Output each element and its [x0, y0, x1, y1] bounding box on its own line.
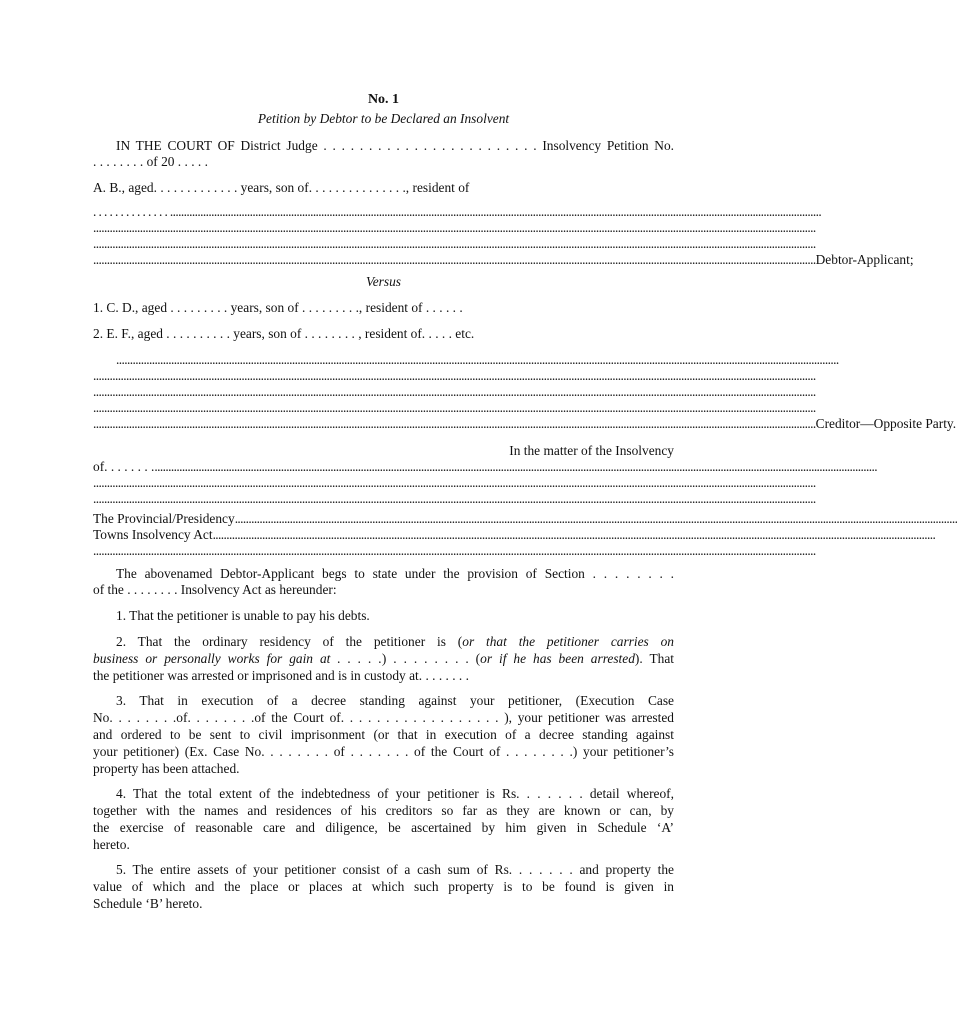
applicant-label: Debtor-Applicant;	[815, 252, 914, 267]
blank-line: . . . . . . . . . . . . . . .............................................................................................................................................................................................................................................	[93, 204, 822, 219]
paragraph-2-line-3: the petitioner was arrested or imprisoned and is in custody at. . . . . . . .	[93, 668, 469, 683]
paragraph-3-line-2: No. . . . . . . .of. . . . . . . .of the Court of. . . . . . . . . . . . . . . . . . ), your petitioner was arrested	[93, 710, 674, 725]
paragraph-2-line-1: 2. That the ordinary residency of the petitioner is (or that the petitioner carries on	[116, 634, 674, 649]
respondent-1-line: 1. C. D., aged . . . . . . . . . years, son of . . . . . . . . ., resident of . . . . . .	[93, 300, 463, 315]
court-line-1: IN THE COURT OF District Judge . . . . . . . . . . . . . . . . . . . . . . . . Insolvency Petition No.	[116, 138, 674, 153]
paragraph-4-line-3: the exercise of reasonable care and diligence, be ascertained by him given in Schedule ‘A’	[93, 820, 674, 835]
applicant-label-line: ....................................................................................................................................................................................................................................................................... Debtor-Applicant;	[93, 252, 914, 267]
paragraph-1: 1. That the petitioner is unable to pay his debts.	[116, 608, 370, 623]
paragraph-3-line-4: your petitioner) (Ex. Case No. . . . . . . . of . . . . . . . of the Court of . . . . . . . .) your petitioner’s	[93, 744, 674, 759]
of-line: of. . . . . . . . .......................................................................................................................................................................................................................................................................	[93, 459, 878, 474]
paragraph-5-line-1: 5. The entire assets of your petitioner consist of a cash sum of Rs. . . . . . . and property the	[116, 862, 674, 877]
matter-line: In the matter of the Insolvency	[509, 443, 674, 458]
paragraph-4-line-1: 4. That the total extent of the indebtedness of your petitioner is Rs. . . . . . . detail whereof,	[116, 786, 674, 801]
paragraph-3-line-1: 3. That in execution of a decree standing against your petitioner, (Execution Case	[116, 693, 674, 708]
act-label-1: The Provincial/Presidency	[93, 511, 235, 526]
creditor-label: Creditor—Opposite Party.	[815, 416, 957, 431]
blank-line: .......................................................................................................................................................................................................................................................................	[93, 543, 816, 558]
act-label-2: Towns Insolvency Act	[93, 527, 213, 542]
applicant-line: A. B., aged. . . . . . . . . . . . . years, son of. . . . . . . . . . . . . . ., resident of	[93, 180, 470, 195]
form-subtitle: Petition by Debtor to be Declared an Insolvent	[257, 111, 510, 126]
intro-line-1: The abovenamed Debtor-Applicant begs to state under the provision of Section . . . . . . . .	[116, 566, 674, 581]
blank-line: .......................................................................................................................................................................................................................................................................	[93, 384, 816, 399]
act-line-2: Towns Insolvency Act .......................................................................................................................................................................................................................................................................	[93, 527, 936, 542]
paragraph-5-line-3: Schedule ‘B’ hereto.	[93, 896, 203, 911]
paragraph-4-line-2: together with the names and residences of his creditors so far as they are known or can, by	[93, 803, 674, 818]
blank-line: .......................................................................................................................................................................................................................................................................	[93, 491, 816, 506]
act-line-1: The Provincial/Presidency .......................................................................................................................................................................................................................................................................	[93, 511, 957, 526]
intro-line-2: of the . . . . . . . . Insolvency Act as hereunder:	[93, 582, 337, 597]
respondent-2-line: 2. E. F., aged . . . . . . . . . . years, son of . . . . . . . . , resident of. . . . . etc.	[93, 326, 475, 341]
form-number: No. 1	[367, 92, 400, 107]
blank-line: .......................................................................................................................................................................................................................................................................	[93, 220, 816, 235]
creditor-label-line: ....................................................................................................................................................................................................................................................................... Creditor—Opposite Party.	[93, 416, 957, 431]
paragraph-3-line-3: and ordered to be sent to civil imprisonment (or that in execution of a decree standing against	[93, 727, 674, 742]
paragraph-2-line-2: business or personally works for gain at . . . . .) . . . . . . . . (or if he has been arrested). That	[93, 651, 674, 666]
of-label: of. . . . . . . .	[93, 459, 155, 474]
paragraph-4-line-4: hereto.	[93, 837, 130, 852]
blank-line: .......................................................................................................................................................................................................................................................................	[116, 352, 839, 367]
court-line-2: . . . . . . . . of 20 . . . . .	[93, 154, 208, 169]
blank-line: .......................................................................................................................................................................................................................................................................	[93, 475, 816, 490]
versus-label: Versus	[366, 274, 401, 289]
blank-line: .......................................................................................................................................................................................................................................................................	[93, 236, 816, 251]
blank-line: .......................................................................................................................................................................................................................................................................	[93, 368, 816, 383]
blank-line: .......................................................................................................................................................................................................................................................................	[93, 400, 816, 415]
paragraph-5-line-2: value of which and the place or places at which such property is to be found is given in	[93, 879, 674, 894]
paragraph-3-line-5: property has been attached.	[93, 761, 240, 776]
